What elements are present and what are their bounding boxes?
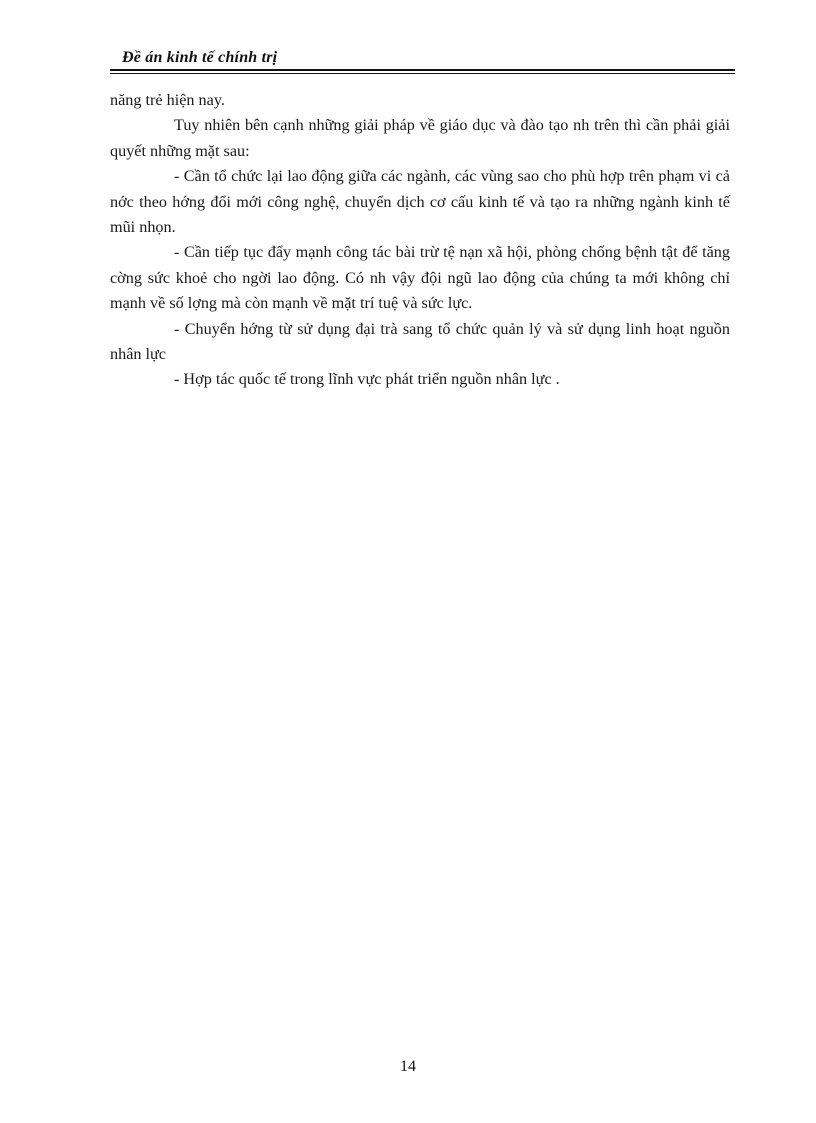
bullet-paragraph: - Cần tổ chức lại lao động giữa các ngành, các vùng sao cho phù hợp trên phạm vi cả nớc theo hớng đổi mới công nghệ, chuyển dịch cơ cấu kinh tế và tạo ra những ngành kinh tế mũi nhọn. bbox=[110, 167, 730, 237]
bullet-paragraph: - Chuyển hớng từ sử dụng đại trà sang tổ chức quản lý và sử dụng linh hoạt nguồn nhân lực bbox=[110, 319, 730, 364]
paragraph-continuation: năng trẻ hiện nay. bbox=[110, 91, 225, 109]
header-rule-thick bbox=[110, 69, 735, 71]
paragraph: Tuy nhiên bên cạnh những giải pháp về giáo dục và đào tạo nh trên thì cần phải giải quyết những mặt sau: bbox=[110, 116, 730, 160]
bullet-paragraph: - Hợp tác quốc tế trong lĩnh vực phát triển nguồn nhân lực . bbox=[174, 370, 560, 389]
header-rule-thin bbox=[110, 73, 735, 74]
running-header: Đề án kinh tế chính trị bbox=[122, 49, 278, 66]
page-number: 14 bbox=[400, 1058, 416, 1075]
bullet-paragraph: - Cần tiếp tục đẩy mạnh công tác bài trừ tệ nạn xã hội, phòng chống bệnh tật để tăng cờng sức khoẻ cho ngời lao động. Có nh vậy đội ngũ lao động của chúng ta mới không chỉ mạnh về số lợng mà còn mạnh về mặt trí tuệ và sức lực. bbox=[110, 243, 730, 313]
body-text bbox=[110, 88, 730, 393]
